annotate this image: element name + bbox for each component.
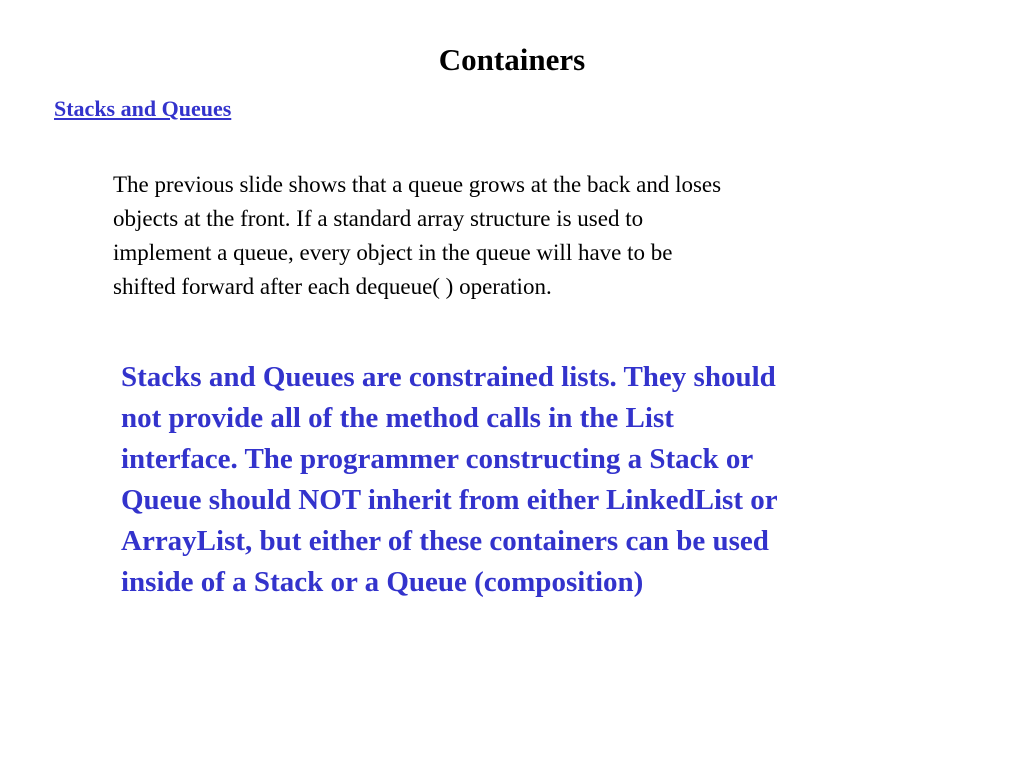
highlight-paragraph <box>121 357 941 603</box>
slide-title: Containers <box>438 42 586 77</box>
highlight-line: Stacks and Queues are constrained lists. They should <box>121 361 776 393</box>
section-heading-stacks-and-queues: Stacks and Queues <box>54 96 232 121</box>
body-line: shifted forward after each dequeue( ) operation. <box>113 274 552 299</box>
body-line: The previous slide shows that a queue grows at the back and loses <box>113 172 722 197</box>
highlight-line: Queue should NOT inherit from either LinkedList or <box>121 484 778 516</box>
highlight-line: inside of a Stack or a Queue (composition) <box>121 566 644 598</box>
highlight-line: ArrayList, but either of these containers can be used <box>121 525 769 557</box>
body-line: implement a queue, every object in the queue will have to be <box>113 240 673 265</box>
highlight-line: not provide all of the method calls in the List <box>121 402 674 434</box>
body-line: objects at the front. If a standard array structure is used to <box>113 206 644 231</box>
body-paragraph <box>113 168 883 304</box>
highlight-line: interface. The programmer constructing a Stack or <box>121 443 754 475</box>
